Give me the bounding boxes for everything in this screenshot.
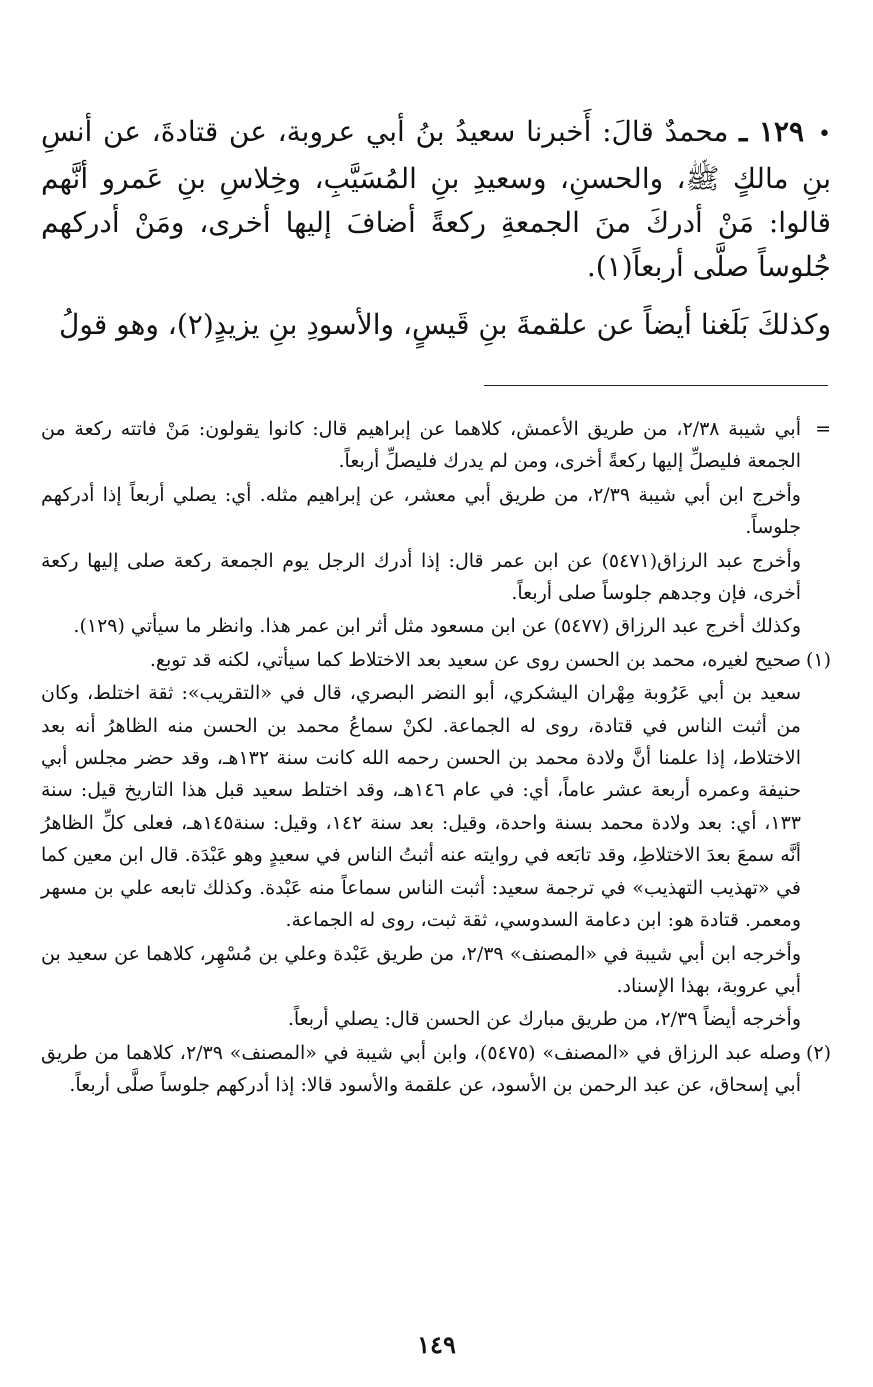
footnote-paragraph: وأخرج عبد الرزاق(٥٤٧١) عن ابن عمر قال: إذا أدرك الرجل يوم الجمعة ركعة صلى إليها ركعة أخرى، فإن وجدهم جلوساً صلى أربعاً. — [41, 549, 801, 605]
footnote-paragraph: وأخرج ابن أبي شيبة ٢/٣٩، من طريق أبي معشر، عن إبراهيم مثله. أي: يصلي أربعاً إذا أدركهم جلوساً. — [41, 483, 801, 539]
footnote-paragraph: سعيد بن أبي عَرُوبة مِهْران اليشكري، أبو النضر البصري، قال في «التقريب»: ثقة اختلط، وكان من أثبت الناس في قتادة، روى له الجماعة. لكنْ سماعُ محمد بن الحسن منه الظاهرُ أنه بعد الاختلاط، إذا علمنا أنَّ ولادة محمد بن الحسن رحمه الله كانت سنة ١٣٢هـ، وقد حضر مجلس أبي حنيفة وعمره أربعة عشر عاماً، أي: في عام ١٤٦هـ، وقد اختلط سعيد قبل هذا التاريخ قيل: سنة ١٣٣، أي: بعد ولادة محمد بسنة واحدة، وقيل: بعد سنة ١٤٢، وقيل: سنة١٤٥هـ، فعلى كلِّ الظاهرُ أنَّه سمعَ بعدَ الاختلاطِ، وقد تابَعه في روايته عنه أثبتُ الناس في سعيدٍ وهو عَبْدَة. قال ابن معين كما في «تهذيب التهذيب» في ترجمة سعيد: أثبت الناس سماعاً منه عَبْدة. وكذلك تابعه علي بن مسهر ومعمر. قتادة هو: ابن دعامة السدوسي، ثقة ثبت، روى له الجماعة. — [41, 682, 802, 932]
second-paragraph: وكذلكَ بَلَغنا أيضاً عن علقمةَ بنِ قَيسٍ، والأسودِ بنِ يزيدٍ(٢)، وهو قولُ — [59, 308, 831, 341]
hadith-paragraph — [41, 110, 831, 289]
hadith-text: محمدٌ قالَ: أَخبرنا سعيدُ بنُ أبي عروبة، عن قتادةَ، عن أنسِ بنِ مالكٍ ﷺ، والحسنِ، وسعيدِ بنِ المُسَيَّبِ، وخِلاسِ بنِ عَمرو أنَّهم قالوا: مَنْ أدركَ منَ الجمعةِ ركعةً أضافَ إليها أخرى، ومَنْ أدركهم جُلوساً صلَّى أربعاً(١). — [41, 115, 831, 283]
footnote-1 — [41, 644, 831, 676]
main-text — [41, 110, 831, 347]
continuation-mark: = — [815, 418, 831, 440]
footnote-2-mark: (٢) — [805, 1041, 831, 1064]
footnote-separator — [484, 385, 828, 386]
footnote-1-mark: (١) — [805, 648, 831, 671]
bullet-mark: • — [818, 122, 831, 147]
footnote-continuation — [41, 413, 831, 478]
footnote-paragraph: وكذلك أخرج عبد الرزاق (٥٤٧٧) عن ابن مسعود مثل أثر ابن عمر هذا. وانظر ما سيأتي (١٢٩). — [73, 615, 801, 638]
page-number: ١٤٩ — [417, 1330, 456, 1359]
footnote-paragraph: وأخرجه ابن أبي شيبة في «المصنف» ٢/٣٩، من طريق عَبْدة وعلي بن مُسْهِر، كلاهما عن سعيد بن أبي عروبة، بهذا الإسناد. — [41, 942, 801, 997]
footnote-text: صحيح لغيره، محمد بن الحسن روى عن سعيد بعد الاختلاط كما سيأتي، لكنه قد توبع. — [149, 648, 801, 671]
footnotes — [41, 413, 831, 1103]
hadith-number: ١٢٩ ـ — [739, 115, 805, 148]
footnote-text: وصله عبد الرزاق في «المصنف» (٥٤٧٥)، وابن أبي شيبة في «المصنف» ٢/٣٩، كلاهما من طريق أبي إسحاق، عن عبد الرحمن بن الأسود، عن علقمة والأسود قالا: إذا أدركهم جلوساً صلَّى أربعاً. — [41, 1041, 802, 1097]
footnote-text: أبي شيبة ٢/٣٨، من طريق الأعمش، كلاهما عن إبراهيم قال: كانوا يقولون: مَنْ فاتته ركعة من الجمعة فليصلِّ إليها ركعةً أخرى، ومن لم يدرك فليصلِّ أربعاً. — [41, 418, 801, 473]
footnote-2 — [41, 1037, 831, 1102]
footnote-paragraph: وأخرجه أيضاً ٢/٣٩، من طريق مبارك عن الحسن قال: يصلي أربعاً. — [287, 1008, 801, 1031]
